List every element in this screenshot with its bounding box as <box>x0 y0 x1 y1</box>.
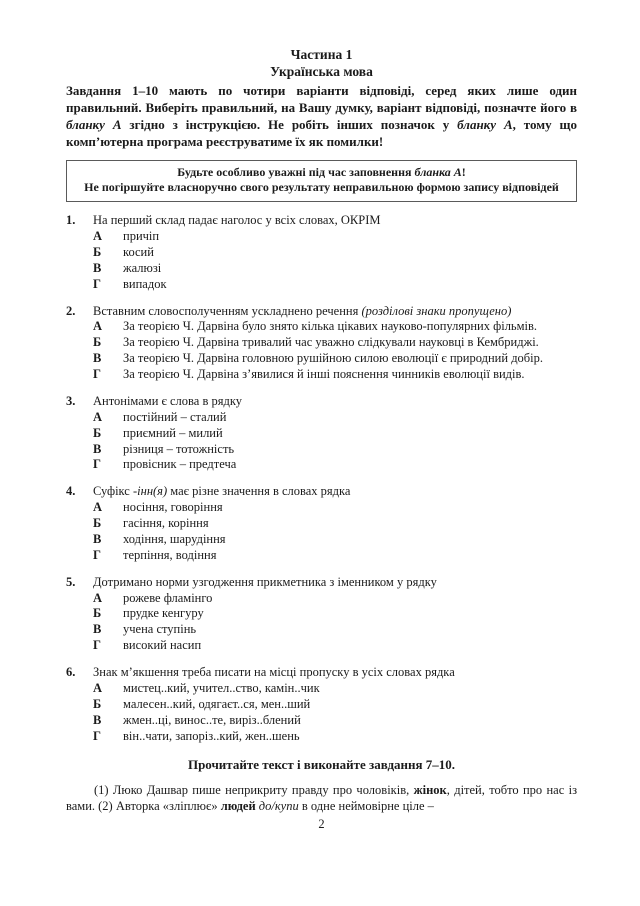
option-text: терпіння, водіння <box>123 547 217 562</box>
question-block <box>66 304 577 383</box>
answer-option <box>93 591 577 607</box>
question-block <box>66 575 577 654</box>
option-letter: Г <box>93 728 101 743</box>
question-block <box>66 484 577 563</box>
part-title: Частина 1 <box>290 47 353 62</box>
option-letter: В <box>93 531 102 546</box>
option-letter: Г <box>93 547 101 562</box>
answer-option <box>93 500 577 516</box>
answer-option <box>93 367 577 383</box>
question-block <box>66 394 577 473</box>
option-letter: В <box>93 260 102 275</box>
option-text: причіп <box>123 229 160 244</box>
reading-text-paragraph: (1) Люко Дашвар пише неприкриту правду про чоловіків, жінок, дітей, тобто про нас із вами. (2) Авторка «зліплює» людей до/купи в одне неймовірне ціле – <box>66 782 578 814</box>
option-text: носіння, говоріння <box>123 500 223 515</box>
answer-option <box>93 457 577 473</box>
option-text: він..чати, запоріз..кий, жен..шень <box>123 728 300 743</box>
question-number: 1. <box>66 213 76 228</box>
question-options <box>93 591 577 655</box>
option-letter: В <box>93 712 102 727</box>
warning-line-2: Не погіршуйте власноручно свого результату неправильною формою запису відповідей <box>84 180 559 195</box>
answer-option <box>93 729 577 745</box>
option-letter: Б <box>93 516 102 531</box>
question-options <box>93 410 577 474</box>
option-text: різниця – тотожність <box>123 441 235 456</box>
answer-option <box>93 681 577 697</box>
answer-option <box>93 410 577 426</box>
question-number: 2. <box>66 303 76 318</box>
subject-title: Українська мова <box>270 64 373 79</box>
option-letter: Б <box>93 696 102 711</box>
answer-option <box>93 319 577 335</box>
option-letter: В <box>93 441 102 456</box>
option-letter: В <box>93 622 102 637</box>
answer-option <box>93 638 577 654</box>
answer-option <box>93 426 577 442</box>
reading-section-heading: Прочитайте текст і виконайте завдання 7–10. <box>187 757 456 773</box>
option-letter: А <box>93 229 103 244</box>
answer-option <box>93 245 577 261</box>
question-prompt: На перший склад падає наголос у всіх словах, ОКРІМ <box>93 213 381 228</box>
question-options <box>93 681 577 745</box>
option-text: жалюзі <box>123 260 162 275</box>
question-prompt: Вставним словосполученням ускладнено речення (розділові знаки пропущено) <box>93 303 512 318</box>
option-letter: Б <box>93 244 102 259</box>
option-text: За теорією Ч. Дарвіна тривалий час уважно слідкували науковці в Кембриджі. <box>123 335 539 350</box>
answer-option <box>93 532 577 548</box>
question-options <box>93 319 577 383</box>
question-number: 4. <box>66 484 76 499</box>
answer-option <box>93 606 577 622</box>
option-text: мистец..кий, учител..ство, камін..чик <box>123 680 320 695</box>
warning-box <box>66 160 577 203</box>
option-text: ходіння, шарудіння <box>123 531 226 546</box>
question-prompt: Знак м’якшення треба писати на місці пропуску в усіх словах рядка <box>93 665 455 680</box>
option-text: За теорією Ч. Дарвіна з’явилися й інші пояснення чинників еволюції видів. <box>123 367 525 382</box>
option-letter: Г <box>93 276 101 291</box>
question-list <box>66 213 577 744</box>
option-letter: Б <box>93 425 102 440</box>
option-letter: А <box>93 680 103 695</box>
question-prompt: Суфікс -інн(я) має різне значення в словах рядка <box>93 484 351 499</box>
answer-option <box>93 622 577 638</box>
answer-option <box>93 516 577 532</box>
warning-line-1: Будьте особливо уважні під час заповнення бланка А! <box>177 164 466 179</box>
question-number: 3. <box>66 393 76 408</box>
option-letter: Б <box>93 335 102 350</box>
option-letter: Г <box>93 457 101 472</box>
option-letter: Г <box>93 367 101 382</box>
answer-option <box>93 229 577 245</box>
option-letter: А <box>93 500 103 515</box>
question-body <box>93 304 577 383</box>
option-text: прудке кенгуру <box>123 606 204 621</box>
option-text: високий насип <box>123 638 202 653</box>
option-text: За теорією Ч. Дарвіна було знято кілька цікавих науково-популярних фільмів. <box>123 319 538 334</box>
answer-option <box>93 713 577 729</box>
option-text: малесен..кий, одягаєт..ся, мен..ший <box>123 696 311 711</box>
option-text: косий <box>123 244 154 259</box>
option-text: За теорією Ч. Дарвіна головною рушійною силою еволюції є природний добір. <box>123 351 544 366</box>
option-text: жмен..ці, винос..те, виріз..блений <box>123 712 301 727</box>
option-letter: А <box>93 319 103 334</box>
question-number: 6. <box>66 665 76 680</box>
option-text: випадок <box>123 276 167 291</box>
option-text: постійний – сталий <box>123 409 227 424</box>
question-options <box>93 500 577 564</box>
option-text: учена ступінь <box>123 622 197 637</box>
question-prompt: Антонімами є слова в рядку <box>93 393 242 408</box>
question-body <box>93 484 577 563</box>
question-number: 5. <box>66 574 76 589</box>
question-body <box>93 394 577 473</box>
question-body <box>93 665 577 744</box>
answer-option <box>93 335 577 351</box>
option-letter: Г <box>93 638 101 653</box>
test-instructions: Завдання 1–10 мають по чотири варіанти відповіді, серед яких лише один правильний. Виберіть правильний, на Вашу думку, варіант відповіді, позначте його в бланку А згідно з інструкцією. Не робіть інших позначок у бланку А, тому що комп’ютерна програма реєструватиме їх як помилки! <box>66 83 577 149</box>
option-letter: А <box>93 590 103 605</box>
page-number: 2 <box>318 817 325 832</box>
answer-option <box>93 351 577 367</box>
option-text: рожеве фламінго <box>123 590 213 605</box>
answer-option <box>93 261 577 277</box>
option-letter: А <box>93 409 103 424</box>
question-block <box>66 213 577 292</box>
answer-option <box>93 697 577 713</box>
question-prompt: Дотримано норми узгодження прикметника з іменником у рядку <box>93 574 437 589</box>
question-body <box>93 575 577 654</box>
answer-option <box>93 548 577 564</box>
option-text: гасіння, коріння <box>123 516 209 531</box>
question-options <box>93 229 577 293</box>
question-body <box>93 213 577 292</box>
option-letter: Б <box>93 606 102 621</box>
answer-option <box>93 442 577 458</box>
question-block <box>66 665 577 744</box>
option-text: приємний – милий <box>123 425 223 440</box>
answer-option <box>93 277 577 293</box>
option-letter: В <box>93 351 102 366</box>
option-text: провісник – предтеча <box>123 457 237 472</box>
